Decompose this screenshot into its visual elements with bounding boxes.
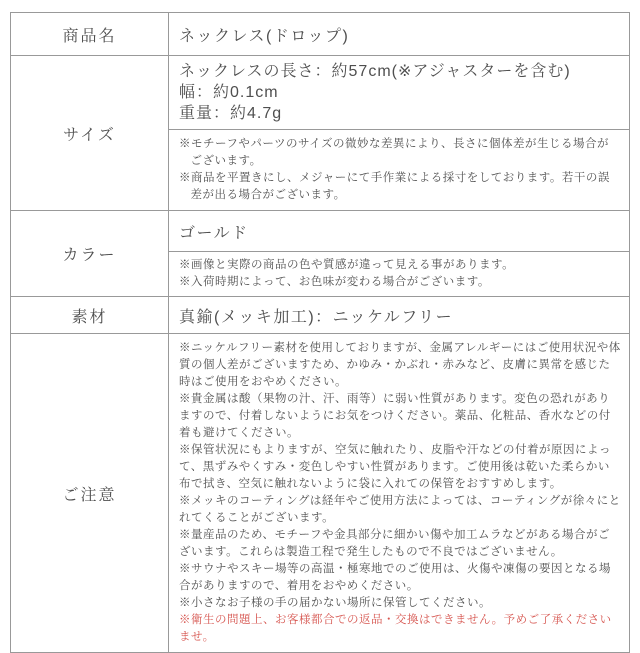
caution-note: ※サウナやスキー場等の高温・極寒地でのご使用は、火傷や凍傷の要因となる場合がありますので、着用をおやめください。	[179, 563, 611, 592]
caution-note: ※保管状況にもよりますが、空気に触れたり、皮脂や汗などの付着が原因によって、黒ずみやくすみ・変色しやすい性質があります。ご使用後は乾いた柔らかい布で拭き、空気に触れないように袋に入れての保管をおすすめします。	[179, 444, 611, 490]
spec-row-color	[11, 210, 629, 296]
spec-row-product-name	[11, 13, 629, 55]
row-label-cautions: ご注意	[11, 334, 169, 652]
size-note: ※商品を平置きにし、メジャーにて手作業による採寸をしております。若干の誤差が出る場合がございます。	[179, 172, 610, 201]
caution-note: ※貴金属は酸（果物の汁、汗、雨等）に弱い性質があります。変色の恐れがありますので、付着しないようにお気をつけください。薬品、化粧品、香水などの付着も避けてください。	[179, 393, 611, 439]
color-value: ゴールド	[179, 224, 249, 242]
size-length-line: ネックレスの長さ：約57cm(※アジャスターを含む)	[179, 63, 571, 80]
caution-note-red: ※衛生の問題上、お客様都合での返品・交換はできません。予めご了承くださいませ。	[179, 614, 612, 643]
row-label-size: サイズ	[11, 56, 169, 210]
material-value: 真鍮(メッキ加工)：ニッケルフリー	[179, 308, 454, 326]
row-label-color: カラー	[11, 211, 169, 296]
spec-row-size	[11, 55, 629, 210]
caution-note: ※量産品のため、モチーフや金具部分に細かい傷や加工ムラなどがある場合がございます。これらは製造工程で発生したもので不良ではございません。	[179, 529, 610, 558]
row-label-material: 素材	[11, 297, 169, 333]
size-dimensions	[169, 56, 629, 129]
size-weight-line: 重量：約4.7g	[179, 105, 283, 122]
product-name-value: ネックレス(ドロップ)	[179, 27, 350, 45]
color-note: ※画像と実際の商品の色や質感が違って見える事があります。	[179, 259, 515, 271]
caution-note: ※小さなお子様の手の届かない場所に保管してください。	[179, 597, 491, 609]
size-note: ※モチーフやパーツのサイズの微妙な差異により、長さに個体差が生じる場合がございます。	[179, 138, 610, 167]
row-label-product-name: 商品名	[11, 13, 169, 55]
caution-notes	[169, 334, 629, 652]
spec-row-cautions	[11, 333, 629, 652]
size-width-line: 幅：約0.1cm	[179, 84, 279, 101]
color-notes	[169, 251, 629, 296]
caution-note: ※メッキのコーティングは経年やご使用方法によっては、コーティングが徐々にとれてくることがございます。	[179, 495, 621, 524]
spec-row-material	[11, 296, 629, 333]
color-note: ※入荷時期によって、お色味が変わる場合がございます。	[179, 276, 490, 288]
caution-note: ※ニッケルフリー素材を使用しておりますが、金属アレルギーにはご使用状況や体質の個人差がございますため、かゆみ・かぶれ・赤みなど、皮膚に異常を感じた時はご使用をおやめください。	[179, 342, 621, 388]
size-notes	[169, 129, 629, 210]
product-spec-table	[10, 12, 630, 653]
